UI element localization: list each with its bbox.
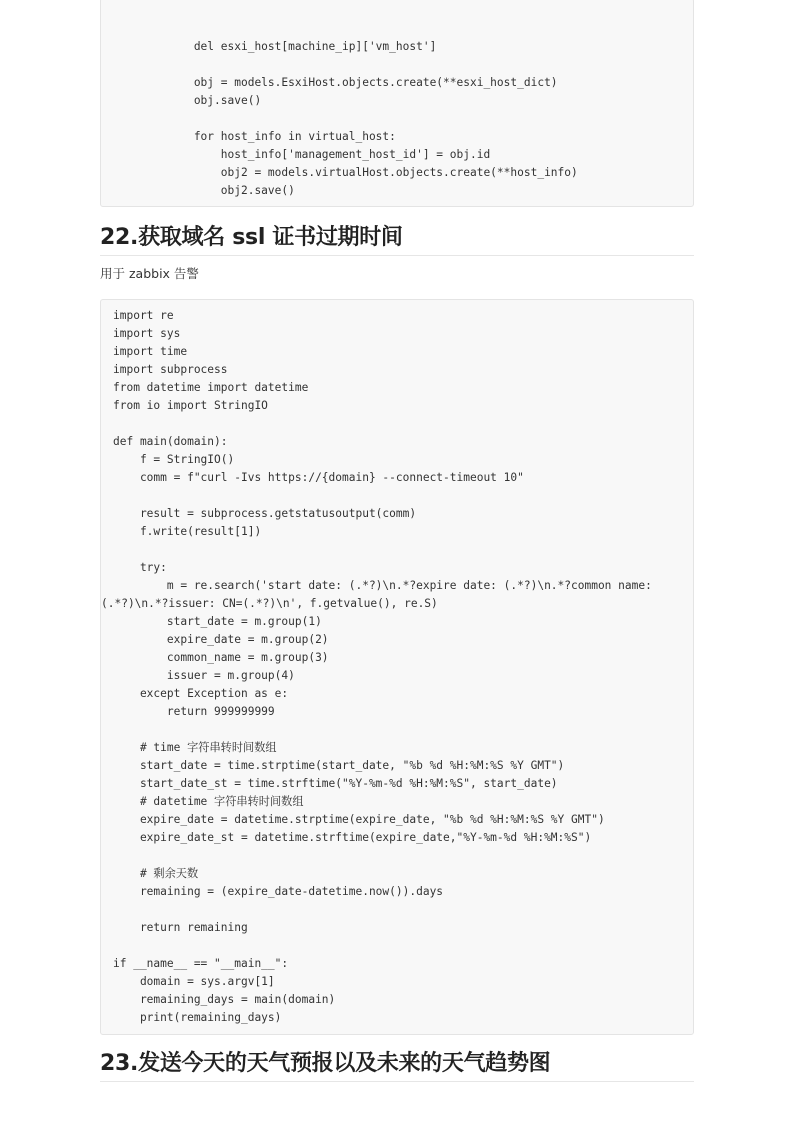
code-line: domain = sys.argv[1] (113, 975, 275, 988)
code-line: for host_info in virtual_host: (113, 130, 396, 143)
code-line (113, 112, 120, 125)
code-line (113, 903, 120, 916)
code-line: print(remaining_days) (113, 1011, 282, 1024)
section-heading-23: 23.发送今天的天气预报以及未来的天气趋势图 (100, 1049, 694, 1082)
code-line: import sys (113, 327, 181, 340)
code-line: obj2 = models.virtualHost.objects.create(**host_info) (113, 166, 578, 179)
code-line: del esxi_host[machine_ip]['vm_host'] (113, 40, 437, 53)
code-line: except Exception as e: (113, 687, 289, 700)
code-line (113, 939, 120, 952)
code-line (113, 723, 120, 736)
code-line: f.write(result[1]) (113, 525, 262, 538)
section-heading-22: 22.获取域名 ssl 证书过期时间 (100, 223, 694, 256)
code-line: def main(domain): (113, 435, 228, 448)
code-line: expire_date_st = datetime.strftime(expire_date,"%Y-%m-%d %H:%M:%S") (113, 831, 592, 844)
code-line (113, 417, 120, 430)
code-line (113, 489, 120, 502)
code-line: remaining = (expire_date-datetime.now()).days (113, 885, 444, 898)
code-line: m = re.search('start date: (.*?)\n.*?expire date: (.*?)\n.*?common name: (113, 579, 652, 592)
code-line: return 999999999 (113, 705, 275, 718)
code-line: obj.save() (113, 94, 262, 107)
code-block-esxi-host (100, 0, 694, 207)
code-line: start_date = time.strptime(start_date, "%b %d %H:%M:%S %Y GMT") (113, 759, 565, 772)
code-line: import time (113, 345, 188, 358)
code-line (113, 543, 120, 556)
code-line (113, 58, 120, 71)
code-line: (.*?)\n.*?issuer: CN=(.*?)\n', f.getvalue(), re.S) (101, 597, 438, 610)
code-line: issuer = m.group(4) (113, 669, 295, 682)
code-line: obj2.save() (113, 184, 295, 197)
code-line: return remaining (113, 921, 248, 934)
section-description: 用于 zabbix 告警 (100, 266, 199, 281)
code-line: remaining_days = main(domain) (113, 993, 336, 1006)
code-line: common_name = m.group(3) (113, 651, 329, 664)
code-line: obj = models.EsxiHost.objects.create(**esxi_host_dict) (113, 76, 558, 89)
code-text (113, 38, 578, 200)
code-line: # datetime 字符串转时间数组 (113, 795, 304, 808)
code-line: comm = f"curl -Ivs https://{domain} --connect-timeout 10" (113, 471, 524, 484)
code-line: result = subprocess.getstatusoutput(comm) (113, 507, 417, 520)
code-line: from io import StringIO (113, 399, 268, 412)
code-line: import re (113, 309, 174, 322)
code-line: # time 字符串转时间数组 (113, 741, 277, 754)
code-line (113, 849, 120, 862)
code-line: start_date = m.group(1) (113, 615, 322, 628)
code-line: if __name__ == "__main__": (113, 957, 289, 970)
code-block-ssl-expire (100, 299, 694, 1035)
code-line: import subprocess (113, 363, 228, 376)
code-line: expire_date = m.group(2) (113, 633, 329, 646)
code-line: from datetime import datetime (113, 381, 309, 394)
code-line: f = StringIO() (113, 453, 235, 466)
code-line: expire_date = datetime.strptime(expire_date, "%b %d %H:%M:%S %Y GMT") (113, 813, 605, 826)
code-text (101, 307, 652, 1027)
code-line: host_info['management_host_id'] = obj.id (113, 148, 491, 161)
code-line: # 剩余天数 (113, 867, 199, 880)
code-line: try: (113, 561, 167, 574)
code-line: start_date_st = time.strftime("%Y-%m-%d %H:%M:%S", start_date) (113, 777, 558, 790)
